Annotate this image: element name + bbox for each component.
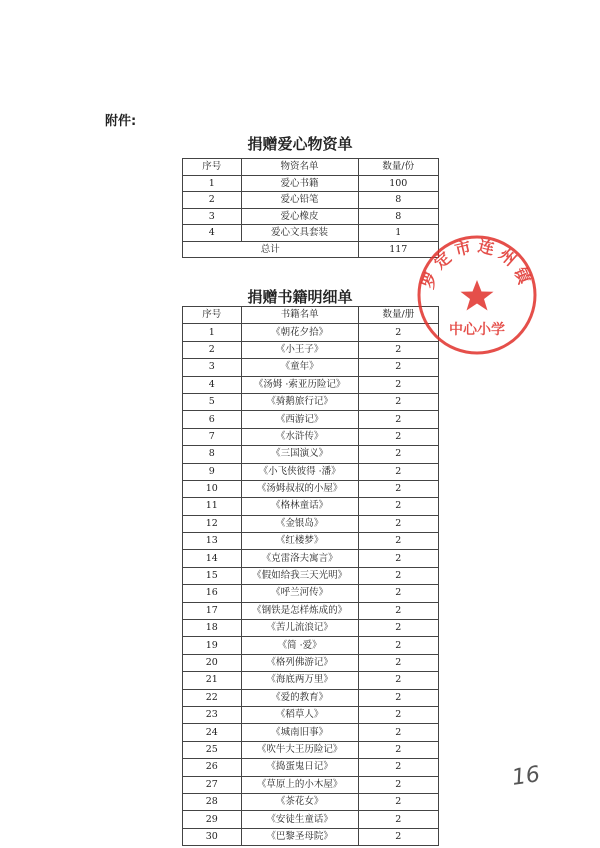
table2-cell-index: 12 [183,515,242,532]
table1-total-value: 117 [358,241,438,258]
table2-cell-index: 17 [183,602,242,619]
table1-cell-name: 爱心书籍 [241,175,358,192]
table2-cell-index: 13 [183,533,242,550]
table2-cell-index: 16 [183,585,242,602]
donated-books-table [182,306,439,846]
table2-cell-index: 26 [183,759,242,776]
table2-cell-qty: 2 [358,759,438,776]
table2-row [183,776,439,793]
table1-cell-qty: 8 [358,192,438,209]
table1-cell-name: 爱心橡皮 [241,208,358,225]
table1-cell-index: 1 [183,175,242,192]
table2-row [183,411,439,428]
table2-header-row [183,307,439,324]
table2-cell-index: 22 [183,689,242,706]
table2-row [183,515,439,532]
table2-cell-name: 《格林童话》 [241,498,358,515]
table1-cell-qty: 1 [358,225,438,242]
table1-row [183,208,439,225]
table2-cell-qty: 2 [358,550,438,567]
table2-cell-index: 7 [183,428,242,445]
table2-cell-name: 《童年》 [241,359,358,376]
table2-row [183,585,439,602]
table2-cell-index: 20 [183,654,242,671]
table2-cell-name: 《汤姆叔叔的小屋》 [241,480,358,497]
table2-row [183,567,439,584]
table2-cell-qty: 2 [358,811,438,828]
table2-cell-name: 《骑鹅旅行记》 [241,393,358,410]
table2-cell-name: 《简 ·爱》 [241,637,358,654]
table2-cell-index: 23 [183,706,242,723]
table2-cell-index: 27 [183,776,242,793]
table2-cell-name: 《假如给我三天光明》 [241,567,358,584]
table2-cell-qty: 2 [358,376,438,393]
table2-cell-name: 《安徒生童话》 [241,811,358,828]
table2-cell-index: 6 [183,411,242,428]
table2-cell-index: 2 [183,341,242,358]
table1-cell-index: 4 [183,225,242,242]
table2-row [183,446,439,463]
table2-cell-qty: 2 [358,776,438,793]
table2-cell-qty: 2 [358,324,438,341]
table2-cell-name: 《苦儿流浪记》 [241,620,358,637]
table2-cell-name: 《茶花女》 [241,793,358,810]
table2-cell-name: 《草原上的小木屋》 [241,776,358,793]
table2-cell-index: 4 [183,376,242,393]
table2-cell-index: 28 [183,793,242,810]
table1-cell-qty: 8 [358,208,438,225]
table2-row [183,759,439,776]
table2-cell-qty: 2 [358,480,438,497]
table2-cell-name: 《海底两万里》 [241,672,358,689]
table2-cell-name: 《呼兰河传》 [241,585,358,602]
table1-header-index: 序号 [183,159,242,176]
table2-cell-qty: 2 [358,567,438,584]
table2-header-qty: 数量/册 [358,307,438,324]
table2-cell-qty: 2 [358,341,438,358]
table2-cell-qty: 2 [358,515,438,532]
table2-header-name: 书籍名单 [241,307,358,324]
table2-cell-index: 9 [183,463,242,480]
table2-cell-name: 《小王子》 [241,341,358,358]
table2-title: 捐赠书籍明细单 [247,288,353,306]
school-seal-stamp [414,232,540,358]
table2-cell-index: 5 [183,393,242,410]
table2-cell-name: 《朝花夕拾》 [241,324,358,341]
table2-cell-qty: 2 [358,654,438,671]
table2-cell-qty: 2 [358,602,438,619]
table1-row [183,225,439,242]
table2-row [183,741,439,758]
table2-cell-name: 《红楼梦》 [241,533,358,550]
table2-row [183,724,439,741]
table2-cell-qty: 2 [358,359,438,376]
table2-cell-index: 29 [183,811,242,828]
table1-cell-name: 爱心文具套装 [241,225,358,242]
table2-cell-index: 19 [183,637,242,654]
table1-cell-index: 2 [183,192,242,209]
table2-cell-name: 《水浒传》 [241,428,358,445]
table2-cell-qty: 2 [358,828,438,845]
seal-star-icon [461,280,494,311]
table2-cell-qty: 2 [358,620,438,637]
table2-cell-qty: 2 [358,706,438,723]
table1-cell-index: 3 [183,208,242,225]
table1-cell-name: 爱心铅笔 [241,192,358,209]
table2-row [183,463,439,480]
table2-cell-name: 《小飞侠彼得 ·潘》 [241,463,358,480]
table2-cell-index: 30 [183,828,242,845]
table2-cell-qty: 2 [358,463,438,480]
seal-bottom-text: 中心小学 [449,322,505,338]
table2-row [183,359,439,376]
table2-cell-name: 《钢铁是怎样炼成的》 [241,602,358,619]
table1-header-row [183,159,439,176]
table2-cell-index: 3 [183,359,242,376]
handwritten-page-number: 16 [510,762,542,791]
table2-row [183,672,439,689]
table2-cell-name: 《金银岛》 [241,515,358,532]
table2-cell-qty: 2 [358,428,438,445]
table2-cell-name: 《稻草人》 [241,706,358,723]
table2-row [183,341,439,358]
table2-row [183,480,439,497]
table2-row [183,498,439,515]
table2-cell-index: 8 [183,446,242,463]
table2-cell-qty: 2 [358,585,438,602]
table2-cell-index: 21 [183,672,242,689]
table2-row [183,706,439,723]
table2-cell-index: 24 [183,724,242,741]
table2-row [183,376,439,393]
table2-row [183,602,439,619]
table2-cell-qty: 2 [358,393,438,410]
table2-cell-qty: 2 [358,498,438,515]
table1-header-qty: 数量/份 [358,159,438,176]
table1-cell-qty: 100 [358,175,438,192]
table2-cell-qty: 2 [358,793,438,810]
table2-cell-qty: 2 [358,689,438,706]
table1-title: 捐赠爱心物资单 [247,135,353,153]
table1-total-row [183,241,439,258]
table2-row [183,637,439,654]
attachment-label: 附件: [105,114,137,129]
table1-row [183,175,439,192]
table2-cell-name: 《克雷洛夫寓言》 [241,550,358,567]
table2-cell-qty: 2 [358,672,438,689]
table2-cell-name: 《巴黎圣母院》 [241,828,358,845]
table2-cell-index: 25 [183,741,242,758]
table2-cell-qty: 2 [358,446,438,463]
table2-cell-index: 15 [183,567,242,584]
table2-cell-qty: 2 [358,724,438,741]
table2-cell-name: 《格列佛游记》 [241,654,358,671]
table2-cell-qty: 2 [358,411,438,428]
table2-row [183,620,439,637]
table2-cell-qty: 2 [358,637,438,654]
table2-cell-qty: 2 [358,533,438,550]
table2-cell-name: 《城南旧事》 [241,724,358,741]
table2-row [183,324,439,341]
table2-cell-name: 《三国演义》 [241,446,358,463]
table1-header-name: 物资名单 [241,159,358,176]
table2-cell-name: 《西游记》 [241,411,358,428]
table2-row [183,811,439,828]
table2-cell-index: 1 [183,324,242,341]
table1-row [183,192,439,209]
table2-header-index: 序号 [183,307,242,324]
table2-row [183,393,439,410]
table2-cell-qty: 2 [358,741,438,758]
table2-cell-index: 18 [183,620,242,637]
table2-cell-name: 《捣蛋鬼日记》 [241,759,358,776]
table2-cell-name: 《汤姆 ·索亚历险记》 [241,376,358,393]
table2-cell-index: 14 [183,550,242,567]
table2-row [183,533,439,550]
table2-cell-name: 《爱的教育》 [241,689,358,706]
table2-row [183,654,439,671]
table2-row [183,828,439,845]
table2-row [183,428,439,445]
table1-total-label: 总计 [183,241,359,258]
table2-cell-index: 10 [183,480,242,497]
table2-cell-index: 11 [183,498,242,515]
donation-items-table [182,158,439,258]
table2-row [183,793,439,810]
table2-row [183,550,439,567]
table2-row [183,689,439,706]
seal-top-text: 罗定市连州镇 [418,236,536,292]
table2-cell-name: 《吹牛大王历险记》 [241,741,358,758]
